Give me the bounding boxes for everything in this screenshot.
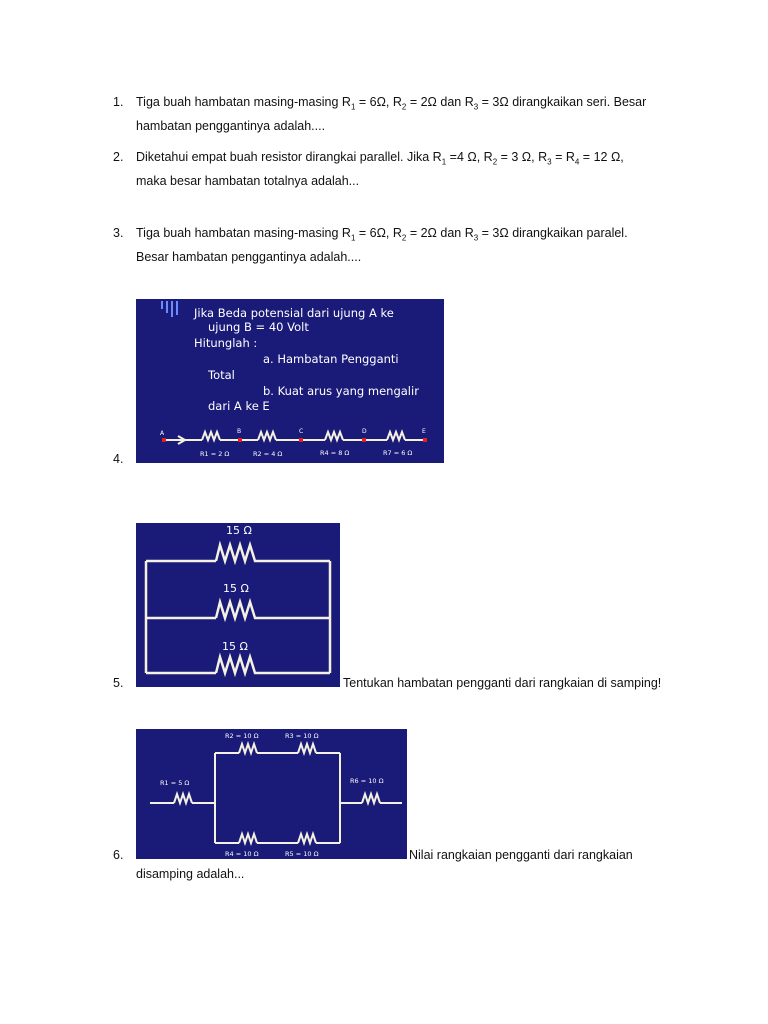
problem-line: dari A ke E [208, 399, 270, 413]
series-wire [164, 432, 425, 444]
mixed-wire [150, 744, 402, 843]
parallel-wire [146, 545, 330, 673]
resistor-label: R1 = 5 Ω [160, 779, 190, 787]
resistor-label: 15 Ω [223, 582, 249, 595]
question-5-number: 5. [113, 676, 124, 690]
problem-line: a. Hambatan Pengganti [263, 352, 399, 366]
problem-line: b. Kuat arus yang mengalir [263, 384, 419, 398]
problem-line: Total [208, 368, 235, 382]
figure-mixed-circuit [136, 729, 407, 859]
resistor-label: R7 = 6 Ω [383, 449, 413, 457]
question-number: 2. [113, 150, 124, 164]
question-number: 3. [113, 226, 124, 240]
figure-parallel-circuit [136, 523, 340, 687]
node-label-d: D [362, 428, 367, 435]
question-5-text: Tentukan hambatan pengganti dari rangkaian di samping! [343, 676, 662, 690]
problem-line: Jika Beda potensial dari ujung A ke [194, 306, 394, 320]
resistor-label: 15 Ω [226, 524, 252, 537]
resistor-label: R2 = 10 Ω [225, 732, 259, 740]
node-label-a: A [160, 430, 165, 437]
resistor-label: R6 = 10 Ω [350, 777, 384, 785]
question-text: Diketahui empat buah resistor dirangkai parallel. Jika $R_1 =4$ Ω, $R_2 = 3$ Ω, $R_3 = R_4 = 12$ Ω, maka besar hambatan totalnya adalah... [136, 150, 624, 188]
resistor-label: R1 = 2 Ω [200, 450, 230, 458]
resistor-label: R4 = 8 Ω [320, 449, 350, 457]
node-label-b: B [237, 428, 242, 435]
figure-series-circuit [136, 299, 444, 463]
question-6-number: 6. [113, 848, 124, 862]
question-text: Tiga buah hambatan masing-masing $R_1 = 6\Omega$, $R_2 = 2\Omega$ dan $R_3 = 3\Omega$ dirangkaikan seri. Besar hambatan penggantinya adalah.... [136, 95, 647, 133]
node-label-c: C [299, 428, 304, 435]
resistor-label: R4 = 10 Ω [225, 850, 259, 858]
resistor-label: R2 = 4 Ω [253, 450, 283, 458]
corner-decoration [162, 301, 177, 317]
question-text: Tiga buah hambatan masing-masing $R_1 = 6\Omega$, $R_2 = 2\Omega$ dan $R_3 = 3\Omega$ dirangkaikan paralel. Besar hambatan penggantinya adalah.... [136, 226, 628, 264]
problem-line: Hitunglah : [194, 336, 258, 350]
node-label-e: E [422, 428, 426, 435]
question-6-text: Nilai rangkaian pengganti dari rangkaian [409, 848, 633, 862]
question-6-text-line-2: disamping adalah... [136, 867, 245, 881]
question-number: 1. [113, 95, 124, 109]
resistor-label: 15 Ω [222, 640, 248, 653]
resistor-label: R3 = 10 Ω [285, 732, 319, 740]
resistor-label: R5 = 10 Ω [285, 850, 319, 858]
question-4-number: 4. [113, 452, 124, 466]
problem-line: ujung B = 40 Volt [208, 320, 309, 334]
